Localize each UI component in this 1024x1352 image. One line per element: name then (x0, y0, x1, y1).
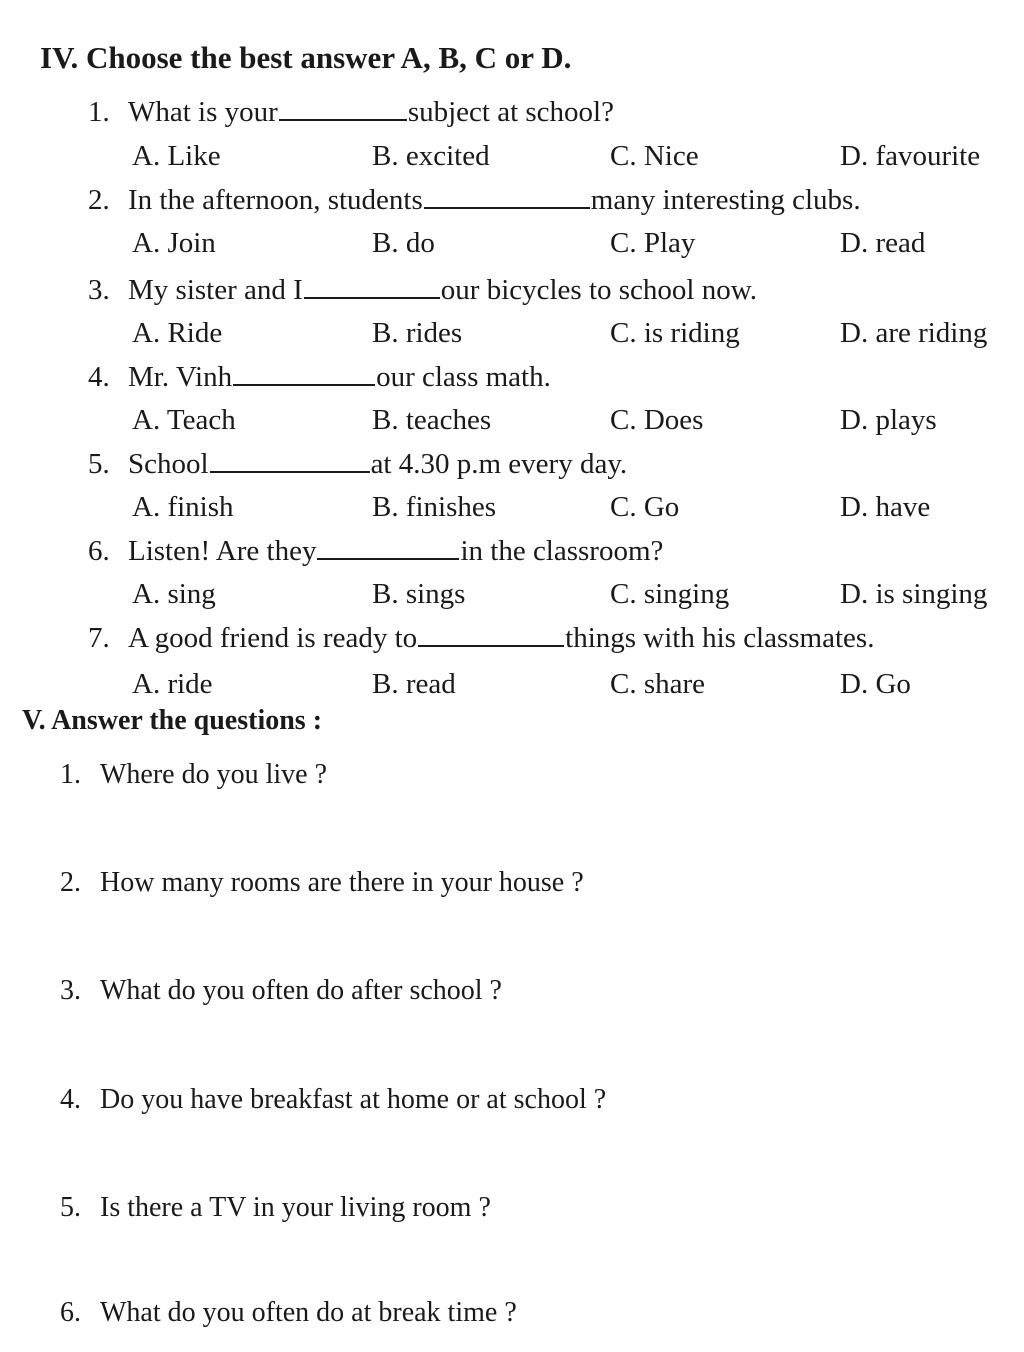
question-text-before: Mr. Vinh (128, 361, 233, 393)
option-d[interactable]: D. read (840, 227, 926, 259)
open-question-1 (60, 759, 327, 791)
mc-question-1 (88, 96, 614, 129)
option-a[interactable]: A. Teach (132, 404, 236, 436)
mc-options-6 (0, 578, 1024, 614)
question-text-after: our bicycles to school now. (440, 274, 758, 306)
option-c[interactable]: C. Nice (610, 140, 699, 172)
question-text-after: at 4.30 p.m every day. (370, 448, 628, 480)
question-text-before: What is your (128, 96, 278, 128)
option-d[interactable]: D. have (840, 491, 931, 523)
option-c[interactable]: C. Go (610, 491, 680, 523)
mc-options-7 (0, 668, 1024, 704)
answer-blank (317, 556, 459, 560)
question-number: 2. (60, 867, 81, 898)
question-text-before: Listen! Are they (128, 535, 317, 567)
option-d[interactable]: D. is singing (840, 578, 988, 610)
answer-blank (233, 382, 375, 386)
option-c[interactable]: C. share (610, 668, 706, 700)
question-text-before: My sister and I (128, 274, 303, 306)
option-d[interactable]: D. Go (840, 668, 911, 700)
option-c[interactable]: C. Does (610, 404, 704, 436)
option-a[interactable]: A. finish (132, 491, 234, 523)
question-number: 1. (88, 96, 110, 128)
mc-options-3 (0, 317, 1024, 353)
open-question-6 (60, 1297, 517, 1329)
question-text: What do you often do at break time ? (100, 1297, 517, 1328)
mc-question-6 (88, 535, 663, 568)
question-text: Is there a TV in your living room ? (100, 1192, 491, 1223)
option-d[interactable]: D. favourite (840, 140, 981, 172)
section-5-title: V. Answer the questions : (22, 705, 323, 736)
mc-options-5 (0, 491, 1024, 527)
question-number: 5. (88, 448, 110, 480)
question-number: 1. (60, 759, 81, 790)
mc-question-4 (88, 361, 551, 394)
question-text: What do you often do after school ? (100, 975, 502, 1006)
option-b[interactable]: B. excited (372, 140, 490, 172)
question-text: How many rooms are there in your house ? (100, 867, 584, 898)
option-b[interactable]: B. rides (372, 317, 463, 349)
option-b[interactable]: B. finishes (372, 491, 497, 523)
mc-question-2 (88, 184, 861, 217)
answer-blank (210, 469, 370, 473)
question-number: 4. (88, 361, 110, 393)
option-c[interactable]: C. singing (610, 578, 730, 610)
mc-options-4 (0, 404, 1024, 440)
mc-question-3 (88, 274, 757, 307)
mc-question-5 (88, 448, 627, 481)
open-question-3 (60, 975, 502, 1007)
mc-options-2 (0, 227, 1024, 263)
question-text-after: subject at school? (407, 96, 614, 128)
option-a[interactable]: A. ride (132, 668, 213, 700)
question-text: Do you have breakfast at home or at school ? (100, 1084, 607, 1115)
question-text-before: School (128, 448, 209, 480)
question-text-after: things with his classmates. (565, 622, 875, 654)
question-text-before: In the afternoon, students (128, 184, 423, 216)
question-text: Where do you live ? (100, 759, 328, 790)
option-b[interactable]: B. do (372, 227, 435, 259)
option-c[interactable]: C. is riding (610, 317, 740, 349)
option-c[interactable]: C. Play (610, 227, 696, 259)
question-number: 3. (88, 274, 110, 306)
question-number: 7. (88, 622, 110, 654)
option-b[interactable]: B. sings (372, 578, 466, 610)
question-number: 4. (60, 1084, 81, 1115)
answer-blank (424, 205, 590, 209)
open-question-5 (60, 1192, 491, 1224)
question-number: 2. (88, 184, 110, 216)
question-text-after: our class math. (376, 361, 551, 393)
option-a[interactable]: A. Like (132, 140, 221, 172)
mc-question-7 (88, 622, 874, 655)
question-text-before: A good friend is ready to (128, 622, 418, 654)
option-a[interactable]: A. Join (132, 227, 216, 259)
section-4-title: IV. Choose the best answer A, B, C or D. (40, 40, 572, 75)
question-number: 6. (88, 535, 110, 567)
answer-blank (418, 643, 564, 647)
question-number: 6. (60, 1297, 81, 1328)
question-text-after: many interesting clubs. (590, 184, 861, 216)
option-b[interactable]: B. teaches (372, 404, 492, 436)
option-d[interactable]: D. plays (840, 404, 937, 436)
option-d[interactable]: D. are riding (840, 317, 988, 349)
answer-blank (279, 117, 407, 121)
option-a[interactable]: A. Ride (132, 317, 223, 349)
option-b[interactable]: B. read (372, 668, 456, 700)
question-text-after: in the classroom? (460, 535, 664, 567)
open-question-4 (60, 1084, 606, 1116)
question-number: 5. (60, 1192, 81, 1223)
option-a[interactable]: A. sing (132, 578, 216, 610)
mc-options-1 (0, 140, 1024, 176)
open-question-2 (60, 867, 584, 899)
question-number: 3. (60, 975, 81, 1006)
answer-blank (304, 295, 440, 299)
